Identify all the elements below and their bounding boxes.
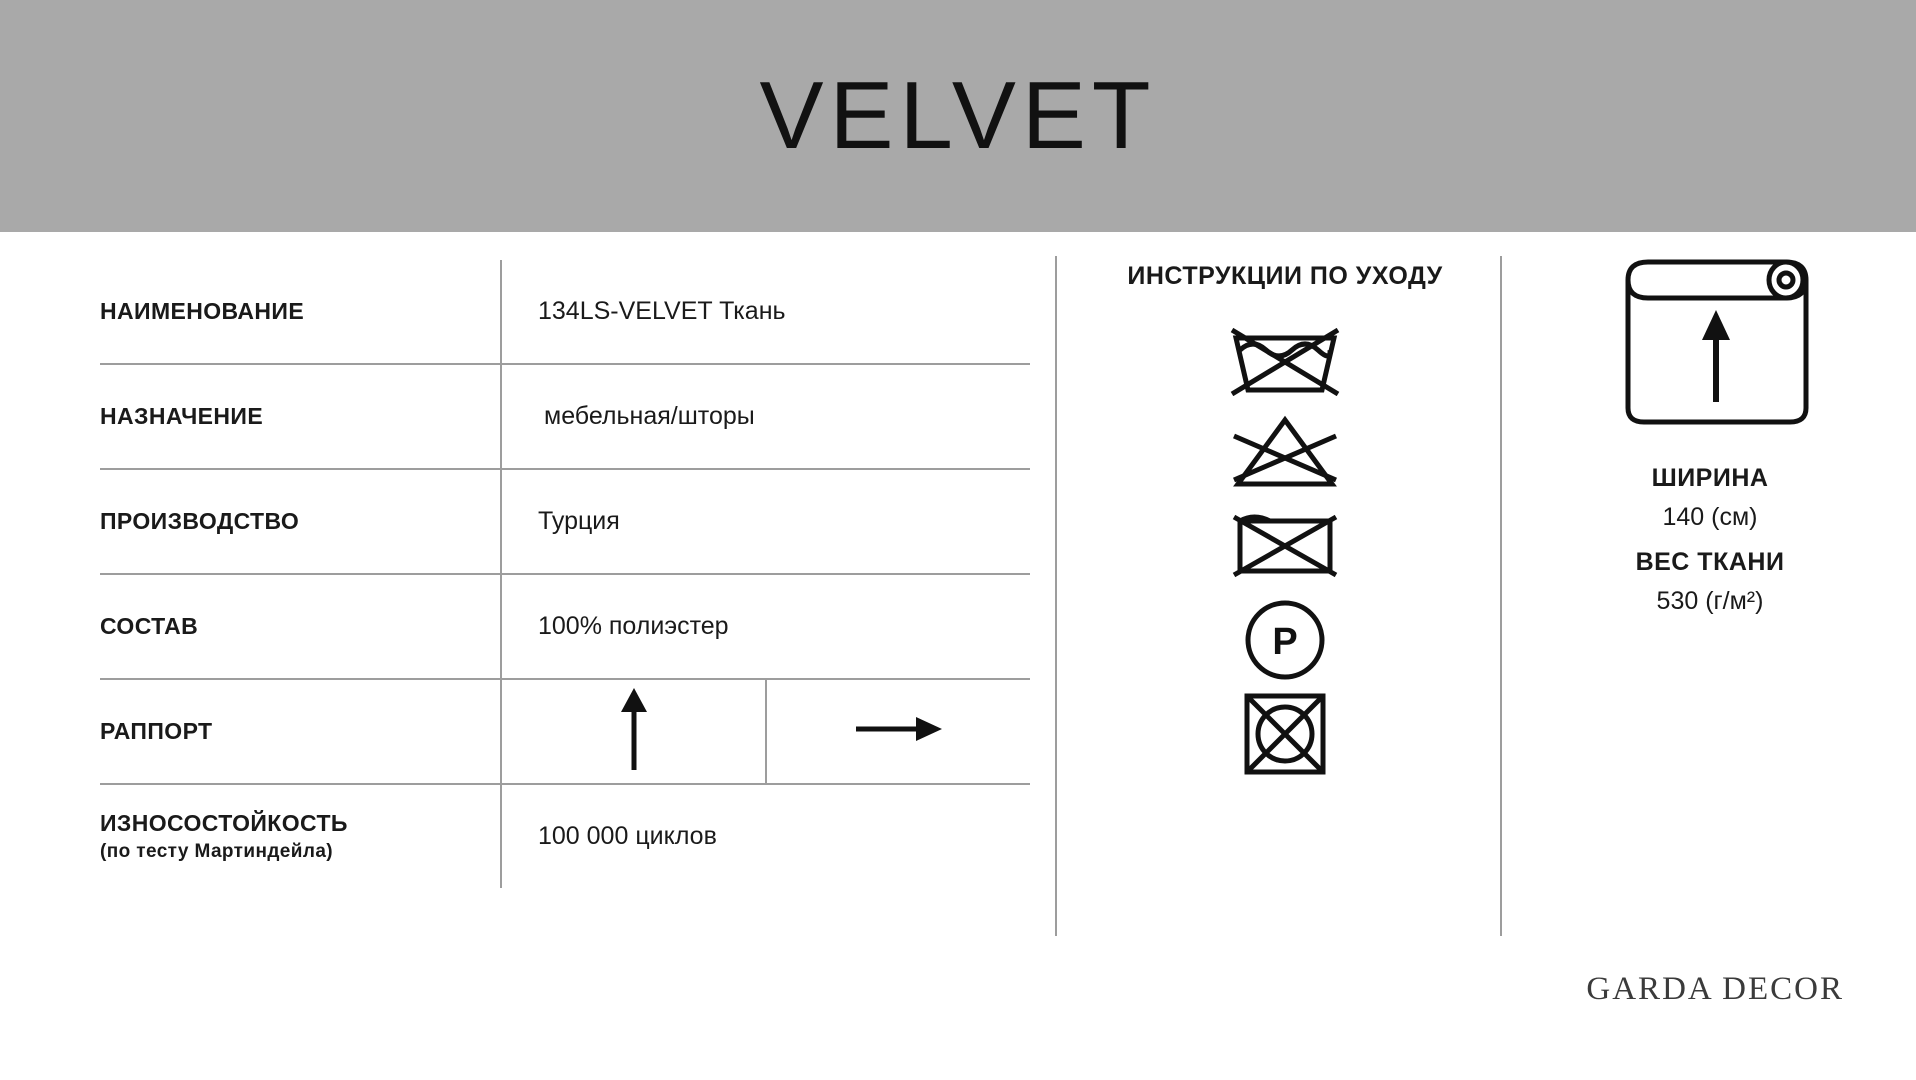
vertical-divider-2 — [1500, 256, 1502, 936]
row-value: Турция — [500, 470, 1030, 573]
rapport-cells — [500, 680, 1030, 783]
row-label-text: СОСТАВ — [100, 613, 199, 639]
table-row — [100, 365, 1030, 470]
no-wash-icon — [1225, 319, 1345, 397]
width-value: 140 (см) — [1662, 503, 1758, 531]
arrow-right-icon — [854, 709, 944, 754]
rapport-horizontal-cell — [765, 680, 1030, 783]
header-banner — [0, 0, 1916, 232]
table-row — [100, 785, 1030, 888]
table-row — [100, 260, 1030, 365]
vertical-divider-1 — [1055, 256, 1057, 936]
row-value: мебельная/шторы — [500, 365, 1030, 468]
row-value: 100 000 циклов — [500, 785, 1030, 888]
row-label — [100, 470, 500, 573]
dimensions-block — [1520, 242, 1900, 616]
rapport-vertical-cell — [502, 680, 765, 783]
page-title: VELVET — [759, 62, 1157, 169]
weight-label: ВЕС ТКАНИ — [1635, 548, 1785, 576]
svg-text:P: P — [1272, 621, 1298, 663]
weight-value: 530 (г/м²) — [1656, 587, 1764, 615]
row-label — [100, 365, 500, 468]
width-label: ШИРИНА — [1651, 464, 1769, 492]
row-label-text: ПРОИЗВОДСТВО — [100, 508, 300, 534]
row-label — [100, 680, 500, 783]
table-row-rapport — [100, 680, 1030, 785]
care-icon-list — [1075, 319, 1495, 773]
row-label-text: ИЗНОСОСТОЙКОСТЬ — [100, 810, 348, 836]
table-row — [100, 575, 1030, 680]
row-label — [100, 785, 500, 888]
care-instructions-block — [1075, 254, 1495, 773]
row-label — [100, 575, 500, 678]
table-row — [100, 470, 1030, 575]
row-label-text: НАЗНАЧЕНИЕ — [100, 403, 264, 429]
no-tumble-dry-icon — [1225, 507, 1345, 585]
care-title: ИНСТРУКЦИИ ПО УХОДУ — [1127, 262, 1443, 290]
row-label — [100, 260, 500, 363]
row-label-text: РАППОРТ — [100, 718, 213, 744]
specification-table — [100, 260, 1030, 888]
brand-logo: GARDA DECOR — [1586, 971, 1844, 1007]
row-value: 134LS-VELVET Ткань — [500, 260, 1030, 363]
content-area — [0, 232, 1916, 1080]
no-iron-crossed-square-icon — [1225, 695, 1345, 773]
dry-clean-p-icon — [1225, 601, 1345, 679]
arrow-up-icon — [614, 686, 654, 777]
row-value: 100% полиэстер — [500, 575, 1030, 678]
row-label-subtext: (по тесту Мартиндейла) — [100, 841, 334, 862]
no-bleach-icon — [1225, 413, 1345, 491]
row-label-text: НАИМЕНОВАНИЕ — [100, 298, 305, 324]
fabric-roll-icon — [1520, 250, 1900, 440]
